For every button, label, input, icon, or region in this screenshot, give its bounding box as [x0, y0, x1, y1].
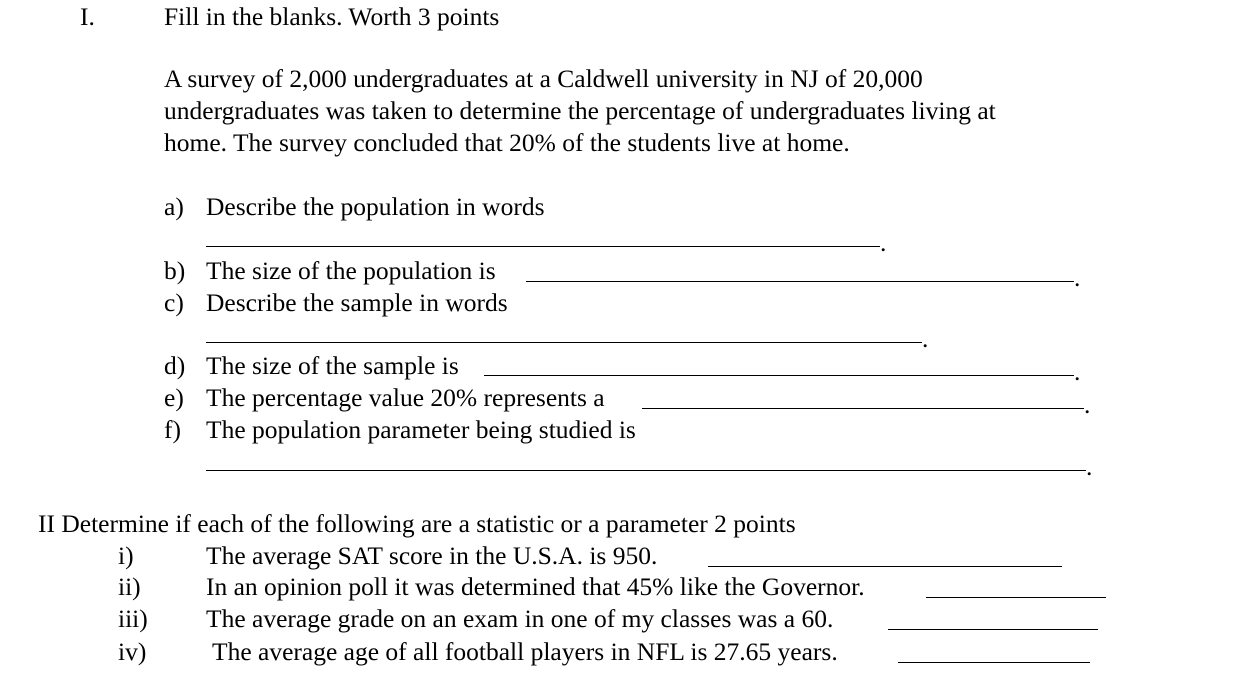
section-2-heading: II Determine if each of the following are a statistic or a parameter 2 points — [38, 509, 796, 538]
item-iii-answer-blank[interactable] — [888, 629, 1098, 630]
item-iv-text: The average age of all football players in NFL is 27.65 years. — [212, 637, 838, 666]
item-e-text: The percentage value 20% represents a — [206, 383, 605, 412]
item-c-label: c) — [164, 288, 184, 317]
item-d-answer-blank[interactable] — [484, 375, 1074, 376]
section-1-numeral: I. — [80, 2, 95, 31]
item-d-text: The size of the sample is — [206, 351, 459, 380]
item-ii-answer-blank[interactable] — [926, 597, 1106, 598]
item-a-text: Describe the population in words — [206, 192, 545, 221]
item-c-answer-blank[interactable] — [206, 342, 922, 343]
item-f-answer-blank[interactable] — [206, 470, 1086, 471]
item-a-label: a) — [164, 192, 184, 221]
item-d-label: d) — [164, 351, 186, 380]
item-c-period: . — [922, 324, 929, 353]
item-b-text: The size of the population is — [206, 256, 496, 285]
item-i-answer-blank[interactable] — [708, 566, 1062, 567]
item-b-answer-blank[interactable] — [526, 281, 1074, 282]
item-e-answer-blank[interactable] — [642, 408, 1084, 409]
intro-line-2: undergraduates was taken to determine the percentage of undergraduates living at — [164, 96, 996, 125]
item-iii-label: iii) — [118, 604, 148, 633]
item-ii-text: In an opinion poll it was determined that 45% like the Governor. — [206, 572, 865, 601]
item-iii-text: The average grade on an exam in one of my classes was a 60. — [206, 604, 834, 633]
item-a-period: . — [880, 228, 887, 257]
item-f-text: The population parameter being studied is — [206, 415, 636, 444]
item-d-period: . — [1074, 357, 1081, 386]
item-f-period: . — [1086, 452, 1093, 481]
item-ii-label: ii) — [118, 572, 141, 601]
item-c-text: Describe the sample in words — [206, 288, 508, 317]
item-e-period: . — [1084, 390, 1091, 419]
item-f-label: f) — [164, 415, 181, 444]
section-1-heading: Fill in the blanks. Worth 3 points — [164, 2, 500, 31]
item-iv-label: iv) — [118, 637, 147, 666]
item-iv-answer-blank[interactable] — [898, 662, 1090, 663]
intro-line-3: home. The survey concluded that 20% of the students live at home. — [164, 128, 850, 157]
item-a-answer-blank[interactable] — [206, 246, 880, 247]
intro-line-1: A survey of 2,000 undergraduates at a Caldwell university in NJ of 20,000 — [164, 64, 923, 93]
item-b-label: b) — [164, 256, 186, 285]
item-i-text: The average SAT score in the U.S.A. is 950. — [206, 541, 658, 570]
item-b-period: . — [1074, 263, 1081, 292]
item-e-label: e) — [164, 383, 184, 412]
item-i-label: i) — [118, 541, 134, 570]
